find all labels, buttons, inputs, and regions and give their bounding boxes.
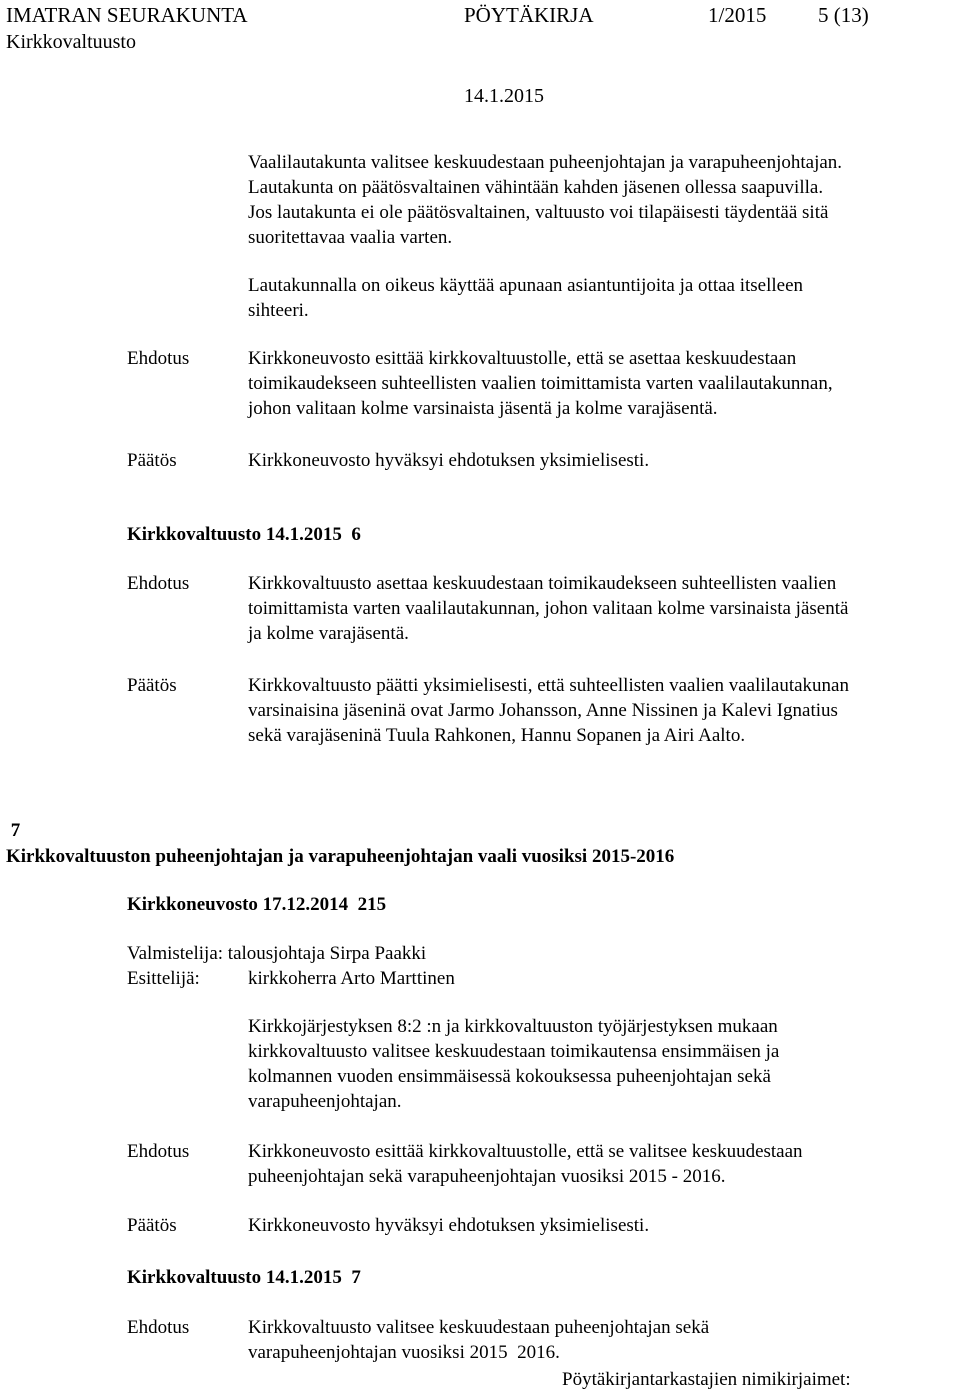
header-body: Kirkkovaltuusto <box>6 31 136 53</box>
paatos-label: Päätös <box>127 450 177 471</box>
ehdotus-label: Ehdotus <box>127 1317 190 1338</box>
intro-line: Lautakunta on päätösvaltainen vähintään kahden jäsenen ollessa saapuvilla. <box>248 177 824 198</box>
body-line: Kirkkojärjestyksen 8:2 :n ja kirkkovaltuuston työjärjestyksen mukaan <box>248 1016 778 1037</box>
header-date: 14.1.2015 <box>464 85 544 107</box>
ehdotus-line: ja kolme varajäsentä. <box>248 623 409 644</box>
ehdotus-line: Kirkkovaltuusto valitsee keskuudestaan puheenjohtajan sekä <box>248 1317 710 1338</box>
section7-number: 7 <box>6 820 21 841</box>
esittelija-label: Esittelijä: <box>127 968 200 989</box>
signatures-label: Pöytäkirjantarkastajien nimikirjaimet: <box>562 1369 851 1390</box>
esittelija-value: kirkkoherra Arto Marttinen <box>248 968 455 989</box>
intro-line: Jos lautakunta ei ole päätösvaltainen, valtuusto voi tilapäisesti täydentää sitä <box>248 202 829 223</box>
ehdotus-line: Kirkkoneuvosto esittää kirkkovaltuustolle, että se asettaa keskuudestaan <box>248 348 797 369</box>
paatos-line: varsinaisina jäseninä ovat Jarmo Johansson, Anne Nissinen ja Kalevi Ignatius <box>248 700 838 721</box>
ehdotus-line: toimittamista varten vaalilautakunnan, johon valitaan kolme varsinaista jäsentä <box>248 598 849 619</box>
section7-title: Kirkkovaltuuston puheenjohtajan ja varapuheenjohtajan vaali vuosiksi 2015-2016 <box>6 846 675 867</box>
ehdotus-label: Ehdotus <box>127 348 190 369</box>
ehdotus-label: Ehdotus <box>127 573 190 594</box>
intro-para2-line: sihteeri. <box>248 300 309 321</box>
ehdotus-line: puheenjohtajan sekä varapuheenjohtajan vuosiksi 2015 - 2016. <box>248 1166 726 1187</box>
header-page: 5 (13) <box>818 3 869 27</box>
ehdotus-line: johon valitaan kolme varsinaista jäsentä ja kolme varajäsentä. <box>248 398 718 419</box>
body-line: kirkkovaltuusto valitsee keskuudestaan toimikautensa ensimmäisen ja <box>248 1041 780 1062</box>
valmistelija: Valmistelija: talousjohtaja Sirpa Paakki <box>127 943 427 964</box>
kv-heading: Kirkkovaltuusto 14.1.2015 7 <box>127 1267 361 1288</box>
body-line: varapuheenjohtajan. <box>248 1091 402 1112</box>
paatos-line: Kirkkovaltuusto päätti yksimielisesti, että suhteellisten vaalien vaalilautakunan <box>248 675 849 696</box>
intro-line: Vaalilautakunta valitsee keskuudestaan puheenjohtajan ja varapuheenjohtajan. <box>248 152 843 173</box>
header-org: IMATRAN SEURAKUNTA <box>6 3 248 27</box>
paatos-line: sekä varajäseninä Tuula Rahkonen, Hannu Sopanen ja Airi Aalto. <box>248 725 746 746</box>
header-doc-type: PÖYTÄKIRJA <box>464 3 594 27</box>
paatos-text: Kirkkoneuvosto hyväksyi ehdotuksen yksimielisesti. <box>248 450 650 471</box>
intro-line: suoritettavaa vaalia varten. <box>248 227 453 248</box>
paatos-label: Päätös <box>127 1215 177 1236</box>
section6-heading-text: Kirkkovaltuusto 14.1.2015 6 <box>127 524 361 545</box>
section6-heading <box>127 522 361 547</box>
paatos-label: Päätös <box>127 675 177 696</box>
intro-para2-line: Lautakunnalla on oikeus käyttää apunaan asiantuntijoita ja ottaa itselleen <box>248 275 804 296</box>
body-line: kolmannen vuoden ensimmäisessä kokouksessa puheenjohtajan sekä <box>248 1066 771 1087</box>
paatos-text: Kirkkoneuvosto hyväksyi ehdotuksen yksimielisesti. <box>248 1215 650 1236</box>
ehdotus-line: Kirkkoneuvosto esittää kirkkovaltuustolle, että se valitsee keskuudestaan <box>248 1141 803 1162</box>
header-doc-number: 1/2015 <box>708 3 767 27</box>
ehdotus-label: Ehdotus <box>127 1141 190 1162</box>
ehdotus-line: Kirkkovaltuusto asettaa keskuudestaan toimikaudekseen suhteellisten vaalien <box>248 573 837 594</box>
ehdotus-line: varapuheenjohtajan vuosiksi 2015 2016. <box>248 1342 560 1363</box>
ehdotus-line: toimikaudekseen suhteellisten vaalien toimittamista varten vaalilautakunnan, <box>248 373 833 394</box>
kn-heading: Kirkkoneuvosto 17.12.2014 215 <box>127 894 387 915</box>
